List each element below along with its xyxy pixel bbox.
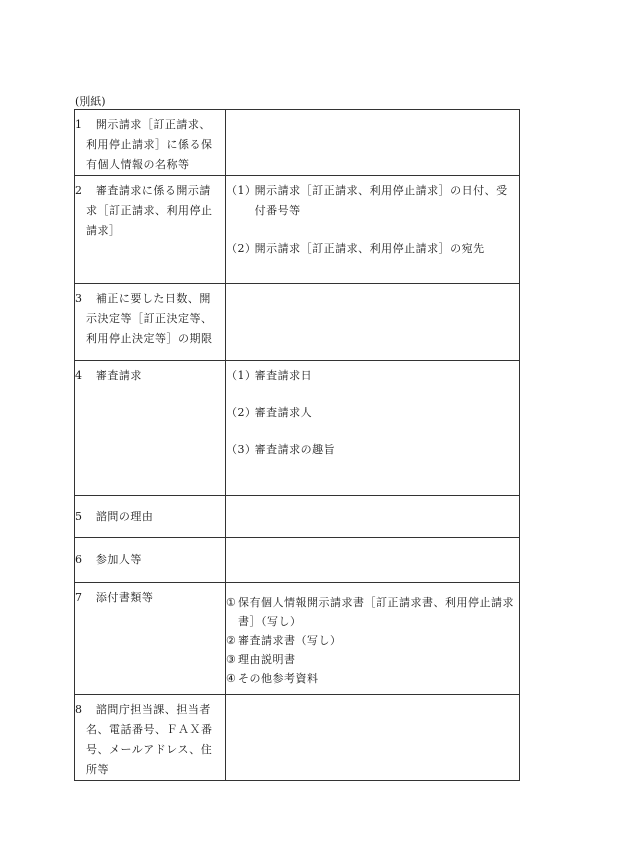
row-label-text: 開示請求［訂正請求、利用停止請求］に係る保有個人情報の名称等 <box>86 118 213 171</box>
row-label-cell <box>75 496 226 538</box>
row-label <box>75 110 225 175</box>
attachment-mark: ① <box>226 596 237 609</box>
table-row <box>75 284 520 361</box>
sub-item <box>226 440 519 460</box>
row-label-cell <box>75 695 226 781</box>
sub-item-number: （1） <box>226 369 257 382</box>
row-label-text: 諮問の理由 <box>95 509 154 523</box>
row-value-cell <box>226 110 520 176</box>
attachment-text: 保有個人情報開示請求書［訂正請求書、利用停止請求書］（写し） <box>238 596 514 628</box>
sub-item-text: 審査請求人 <box>254 406 313 419</box>
table-row <box>75 110 520 176</box>
row-label <box>75 507 225 527</box>
attachment-text: 理由説明書 <box>238 653 296 666</box>
row-label-text: 添付書類等 <box>95 591 154 604</box>
sub-item-number: （3） <box>226 443 257 456</box>
row-value-cell <box>226 583 520 695</box>
row-value-cell <box>226 284 520 361</box>
row-number: 1 <box>75 118 83 131</box>
sub-item-number: （1） <box>226 184 257 197</box>
attachment-mark: ② <box>226 634 237 647</box>
row-label-text: 諮問庁担当課、担当者名、電話番号、ＦＡＸ番号、メールアドレス、住所等 <box>86 703 213 776</box>
attachment-text: 審査請求書（写し） <box>238 634 342 647</box>
row-value-cell <box>226 361 520 496</box>
row-value-cell <box>226 176 520 284</box>
attachment-text: その他参考資料 <box>238 672 319 685</box>
sub-item <box>226 239 519 259</box>
row-label <box>75 550 225 570</box>
page-heading: (別紙) <box>75 95 106 108</box>
table-row <box>75 583 520 695</box>
row-number: 2 <box>75 184 83 197</box>
sub-item-text: 開示請求［訂正請求、利用停止請求］の日付、受付番号等 <box>254 184 508 217</box>
row-label-cell <box>75 110 226 176</box>
sub-item <box>226 181 519 221</box>
row-value-cell <box>226 695 520 781</box>
attachment-item <box>226 650 519 669</box>
sub-item-number: （2） <box>226 406 257 419</box>
sub-item <box>226 366 519 386</box>
row-label-cell <box>75 284 226 361</box>
row-label-cell <box>75 538 226 583</box>
table-row <box>75 496 520 538</box>
row-value-cell <box>226 538 520 583</box>
attachment-mark: ③ <box>226 653 237 666</box>
consultation-form-table <box>74 109 520 781</box>
table-row <box>75 176 520 284</box>
attachment-item <box>226 593 519 631</box>
row-label-text: 参加人等 <box>95 553 142 566</box>
attachment-mark: ④ <box>226 672 237 685</box>
row-label <box>75 284 225 349</box>
row-label <box>75 695 225 780</box>
row-label-cell <box>75 583 226 695</box>
row-label-cell <box>75 176 226 284</box>
row-number: 3 <box>75 292 83 305</box>
row-label-text: 審査請求 <box>95 369 142 382</box>
sub-item-text: 審査請求の趣旨 <box>254 443 336 456</box>
table-row <box>75 695 520 781</box>
sub-item-text: 開示請求［訂正請求、利用停止請求］の宛先 <box>254 242 485 255</box>
row-label-text: 審査請求に係る開示請求［訂正請求、利用停止請求］ <box>86 184 213 237</box>
attachment-item <box>226 631 519 650</box>
sub-item <box>226 403 519 423</box>
sub-item-text: 審査請求日 <box>254 369 313 382</box>
sub-item-number: （2） <box>226 242 257 255</box>
table-row <box>75 361 520 496</box>
row-label-cell <box>75 361 226 496</box>
row-label <box>75 176 225 241</box>
row-value-cell <box>226 496 520 538</box>
row-label <box>75 583 225 608</box>
row-label <box>75 361 225 386</box>
row-number: 4 <box>75 369 83 382</box>
attachment-item <box>226 669 519 688</box>
row-number: 5 <box>75 509 83 523</box>
row-number: 8 <box>75 703 83 716</box>
row-number: 7 <box>75 591 83 604</box>
row-number: 6 <box>75 553 83 566</box>
row-label-text: 補正に要した日数、開示決定等［訂正決定等、利用停止決定等］の期限 <box>86 292 213 345</box>
table-row <box>75 538 520 583</box>
